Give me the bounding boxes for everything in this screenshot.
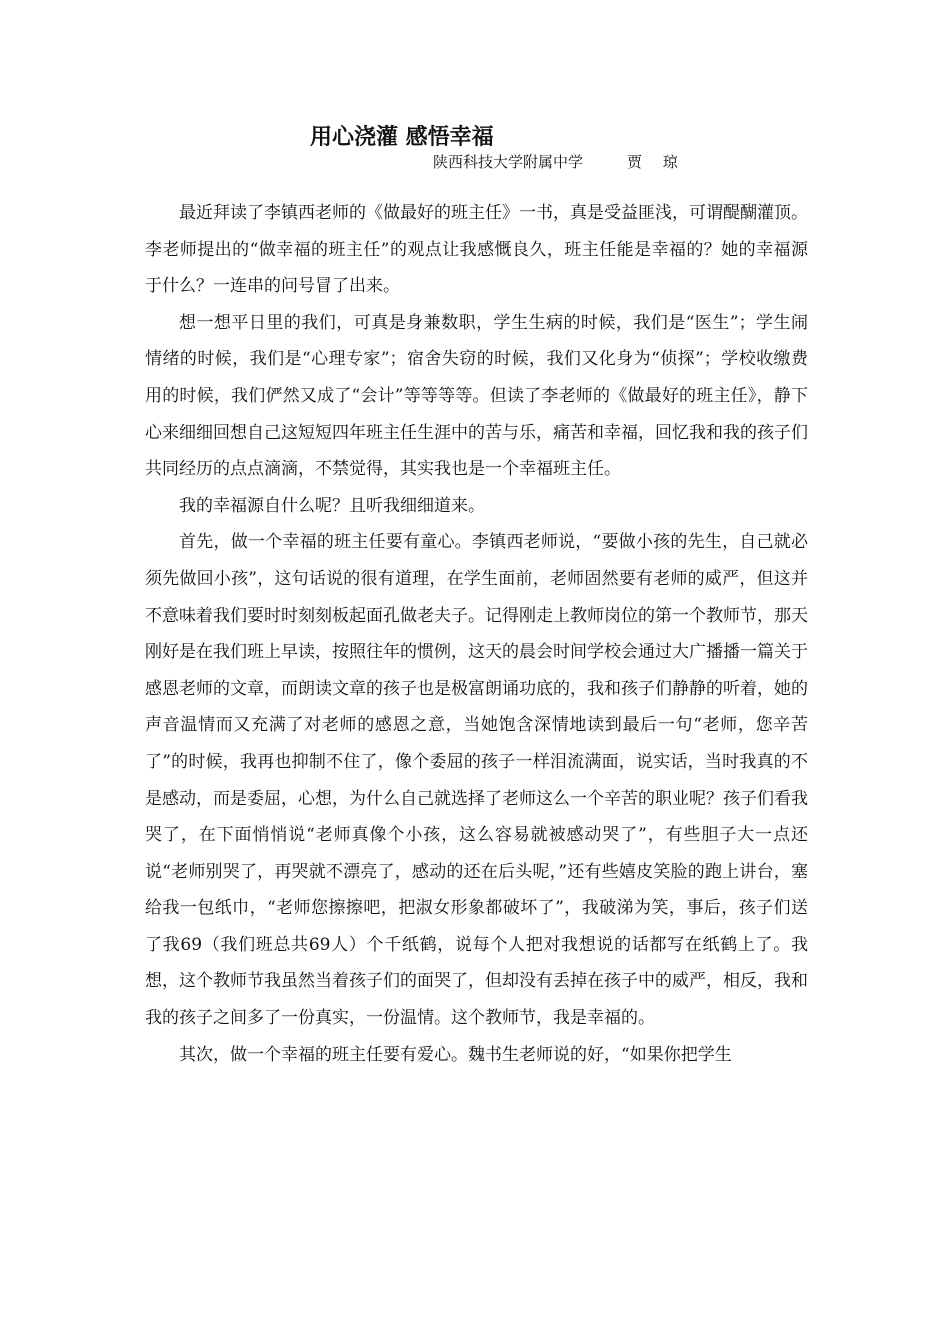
paragraph: 最近拜读了李镇西老师的《做最好的班主任》一书，真是受益匪浅，可谓醍醐灌顶。李老师提出的“做幸福的班主任”的观点让我感慨良久，班主任能是幸福的？她的幸福源于什么？一连串的问号冒了出来。: [145, 203, 808, 297]
author-name: 贾 琼: [627, 153, 686, 171]
document-title: 用心浇灌 感悟幸福: [310, 125, 494, 150]
paragraph: 我的幸福源自什么呢？且听我细细道来。: [179, 495, 485, 516]
paragraph: 想一想平日里的我们，可真是身兼数职，学生生病的时候，我们是“医生”；学生闹情绪的时候，我们是“心理专家”；宿舍失窃的时候，我们又化身为“侦探”；学校收缴费用的时候，我们俨然又成了“会计”等等等等。但读了李老师的《做最好的班主任》，静下心来细细回想自己这短短四年班主任生涯中的苦与乐，痛苦和幸福，回忆我和我的孩子们共同经历的点点滴滴，不禁觉得，其实我也是一个幸福班主任。: [145, 312, 808, 480]
school-name: 陕西科技大学附属中学: [433, 153, 584, 171]
paragraph: 其次，做一个幸福的班主任要有爱心。魏书生老师说的好，“如果你把学生: [179, 1044, 732, 1065]
paragraph: 首先，做一个幸福的班主任要有童心。李镇西老师说，“要做小孩的先生，自己就必须先做回小孩”，这句话说的很有道理，在学生面前，老师固然要有老师的威严，但这并不意味着我们要时时刻刻板起面孔做老夫子。记得刚走上教师岗位的第一个教师节，那天刚好是在我们班上早读，按照往年的惯例，这天的晨会时间学校会通过大广播播一篇关于感恩老师的文章，而朗读文章的孩子也是极富朗诵功底的，我和孩子们静静的听着，她的声音温情而又充满了对老师的感恩之意，当她饱含深情地读到最后一句“老师，您辛苦了”的时候，我再也抑制不住了，像个委屈的孩子一样泪流满面，说实话，当时我真的不是感动，而是委屈，心想，为什么自己就选择了老师这么一个辛苦的职业呢？孩子们看我哭了，在下面悄悄说“老师真像个小孩，这么容易就被感动哭了”，有些胆子大一点还说“老师别哭了，再哭就不漂亮了，感动的还在后头呢，”还有些嬉皮笑脸的跑上讲台，塞给我一包纸巾，“老师您擦擦吧，把淑女形象都破坏了”，我破涕为笑，事后，孩子们送了我69（我们班总共69人）个千纸鹤，说每个人把对我想说的话都写在纸鹤上了。我想，这个教师节我虽然当着孩子们的面哭了，但却没有丢掉在孩子中的威严，相反，我和我的孩子之间多了一份真实，一份温情。这个教师节，我是幸福的。: [145, 532, 808, 1029]
article-body: [145, 195, 808, 1073]
author-byline: [433, 151, 686, 172]
